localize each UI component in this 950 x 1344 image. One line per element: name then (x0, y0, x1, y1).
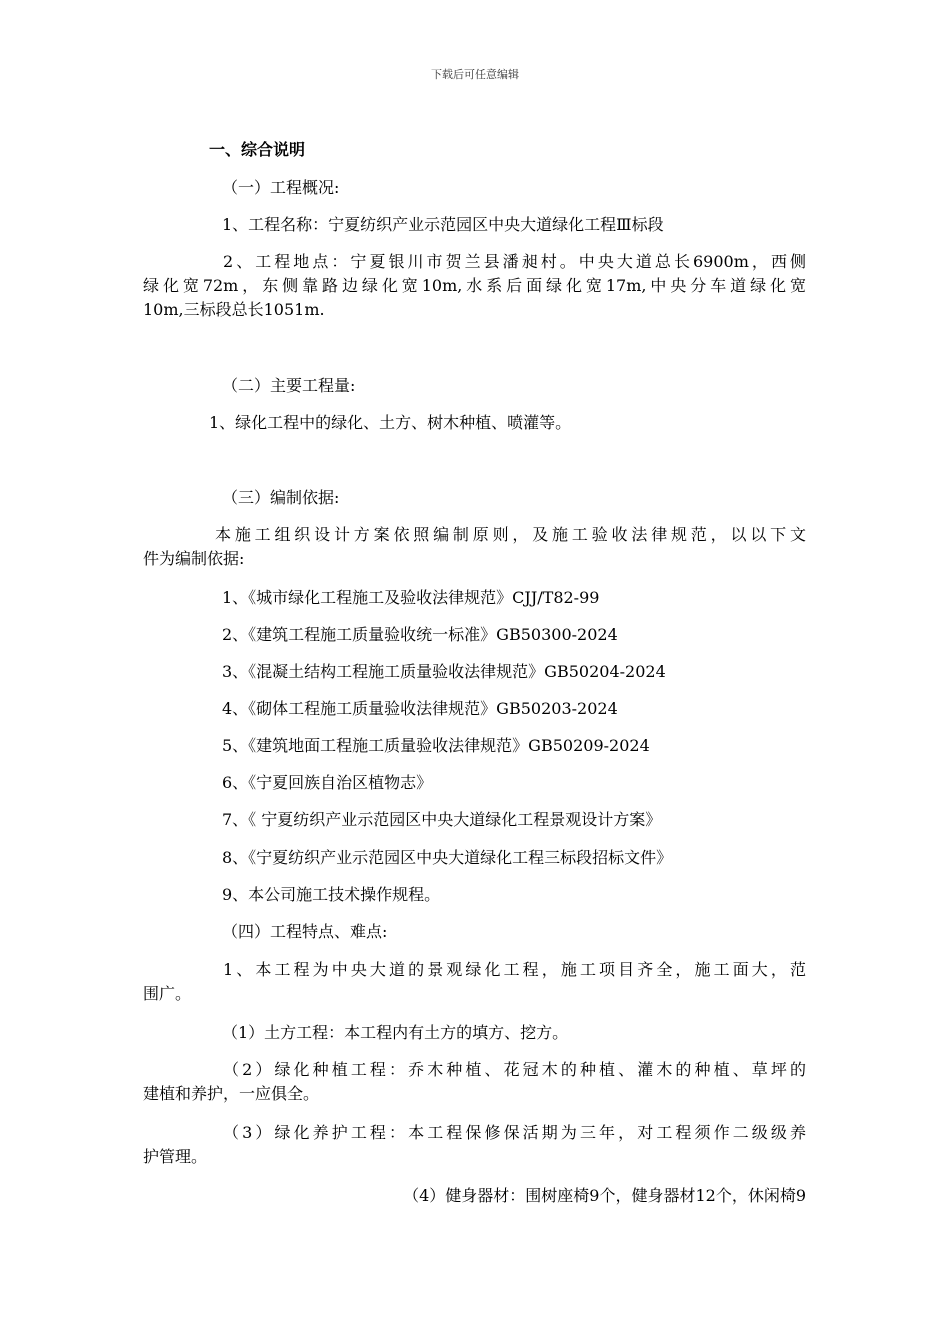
basis-item: 4、《砌体工程施工质量验收法律规范》GB50203-2024 (222, 699, 618, 718)
text-line: 件为编制依据: (143, 549, 245, 568)
basis-item: 6、《宁夏回族自治区植物志》 (222, 773, 433, 792)
basis-item: 5、《建筑地面工程施工质量验收法律规范》GB50209-2024 (222, 736, 650, 755)
subsection-title-overview: （一）工程概况: (222, 178, 340, 197)
text-line: （3）绿化养护工程：本工程保修保活期为三年，对工程须作二级级养 (223, 1123, 806, 1142)
paragraph-fitness-equipment: （4）健身器材：围树座椅9个，健身器材12个，休闲椅9 (403, 1186, 806, 1205)
basis-item: 8、《宁夏纺织产业示范园区中央大道绿化工程三标段招标文件》 (222, 848, 673, 867)
subsection-title-basis: （三）编制依据: (222, 488, 340, 507)
basis-item: 9、本公司施工技术操作规程。 (222, 885, 441, 904)
text-line: 本施工组织设计方案依照编制原则，及施工验收法律规范，以以下文 (215, 525, 806, 544)
text-line: （2）绿化种植工程：乔木种植、花冠木的种植、灌木的种植、草坪的 (223, 1060, 806, 1079)
basis-item: 7、《 宁夏纺织产业示范园区中央大道绿化工程景观设计方案》 (222, 810, 662, 829)
subsection-title-quantities: （二）主要工程量: (222, 376, 356, 395)
paragraph-project-name: 1、工程名称：宁夏纺织产业示范园区中央大道绿化工程Ⅲ标段 (222, 215, 664, 234)
paragraph-quantities: 1、绿化工程中的绿化、土方、树木种植、喷灌等。 (209, 413, 572, 432)
text-line: 建植和养护，一应俱全。 (143, 1084, 320, 1103)
basis-item: 3、《混凝土结构工程施工质量验收法律规范》GB50204-2024 (222, 662, 666, 681)
paragraph-planting (143, 1060, 806, 1104)
paragraph-basis-intro (143, 525, 806, 569)
paragraph-maintenance (143, 1123, 806, 1167)
paragraph-earthwork: （1）土方工程：本工程内有土方的填方、挖方。 (222, 1023, 569, 1042)
text-line: 2、工程地点：宁夏银川市贺兰县潘昶村。中央大道总长6900m，西侧 (223, 252, 806, 271)
paragraph-project-location (143, 252, 806, 320)
basis-item: 2、《建筑工程施工质量验收统一标准》GB50300-2024 (222, 625, 618, 644)
basis-item: 1、《城市绿化工程施工及验收法律规范》CJJ/T82-99 (222, 588, 600, 607)
page-header: 下载后可任意编辑 (431, 68, 519, 81)
section-heading: 一、综合说明 (209, 140, 306, 159)
paragraph-features-intro (143, 960, 806, 1004)
text-line: 1、本工程为中央大道的景观绿化工程，施工项目齐全，施工面大，范 (223, 960, 806, 979)
subsection-title-features: （四）工程特点、难点: (222, 922, 388, 941)
text-line: 绿化宽72m，东侧靠路边绿化宽10m,水系后面绿化宽17m,中央分车道绿化宽 (143, 276, 806, 295)
text-line: 10m,三标段总长1051m. (143, 300, 325, 319)
text-line: 护管理。 (143, 1147, 208, 1166)
text-line: 围广。 (143, 984, 192, 1003)
